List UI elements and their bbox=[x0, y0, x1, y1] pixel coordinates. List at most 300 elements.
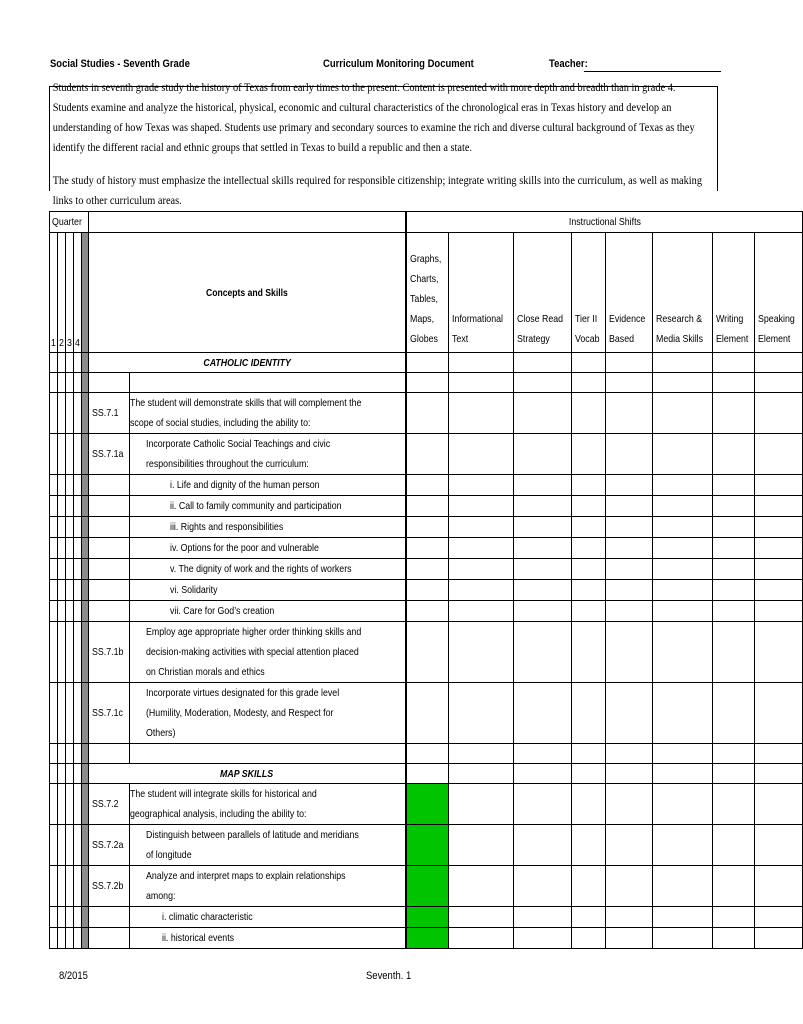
shift-check-cell[interactable] bbox=[755, 825, 803, 866]
quarter-column-4[interactable] bbox=[74, 233, 82, 353]
quarter-check-cell[interactable] bbox=[50, 784, 58, 825]
quarter-check-cell[interactable] bbox=[74, 784, 82, 825]
shift-check-cell[interactable] bbox=[448, 764, 513, 784]
shift-check-cell[interactable] bbox=[755, 393, 803, 434]
shift-check-cell[interactable] bbox=[513, 580, 572, 601]
shift-check-cell[interactable] bbox=[605, 622, 652, 683]
quarter-check-cell[interactable] bbox=[66, 393, 74, 434]
quarter-check-cell[interactable] bbox=[50, 907, 58, 928]
quarter-check-cell[interactable] bbox=[50, 764, 58, 784]
shift-check-cell[interactable] bbox=[605, 434, 652, 475]
shift-check-cell[interactable] bbox=[407, 928, 448, 949]
shift-check-cell[interactable] bbox=[513, 373, 572, 393]
standard-code-cell bbox=[88, 559, 129, 580]
quarter-check-cell[interactable] bbox=[58, 928, 66, 949]
shift-check-cell[interactable] bbox=[712, 538, 755, 559]
shift-check-cell[interactable] bbox=[712, 434, 755, 475]
quarter-column-3[interactable] bbox=[66, 233, 74, 353]
instructional-shifts-label: Instructional Shifts bbox=[568, 216, 641, 228]
standard-description-cell bbox=[129, 517, 405, 538]
quarter-check-cell[interactable] bbox=[58, 353, 66, 373]
column-header-row bbox=[50, 233, 803, 353]
quarter-check-cell[interactable] bbox=[58, 907, 66, 928]
quarter-check-cell[interactable] bbox=[74, 580, 82, 601]
header-spacer bbox=[88, 212, 406, 233]
quarter-check-cell[interactable] bbox=[74, 866, 82, 907]
quarter-check-cell[interactable] bbox=[50, 622, 58, 683]
quarter-check-cell[interactable] bbox=[74, 744, 82, 764]
shift-check-cell[interactable] bbox=[513, 683, 572, 744]
shift-check-cell[interactable] bbox=[572, 517, 605, 538]
shift-check-cell[interactable] bbox=[712, 580, 755, 601]
quarter-check-cell[interactable] bbox=[50, 517, 58, 538]
shift-check-cell[interactable] bbox=[448, 373, 513, 393]
shift-check-cell[interactable] bbox=[448, 907, 513, 928]
shift-check-cell[interactable] bbox=[448, 580, 513, 601]
shift-check-cell[interactable] bbox=[513, 907, 572, 928]
quarter-check-cell[interactable] bbox=[50, 744, 58, 764]
quarter-check-cell[interactable] bbox=[74, 928, 82, 949]
footer-page-number: Seventh. 1 bbox=[366, 970, 412, 982]
shift-check-cell[interactable] bbox=[712, 601, 755, 622]
shift-check-cell[interactable] bbox=[755, 866, 803, 907]
shift-check-cell[interactable] bbox=[652, 907, 712, 928]
standard-description-cell bbox=[129, 825, 405, 866]
quarter-check-cell[interactable] bbox=[58, 538, 66, 559]
description-line: Incorporate Catholic Social Teachings and civic bbox=[145, 438, 331, 450]
section-row bbox=[50, 353, 803, 373]
shift-column-header bbox=[448, 233, 513, 353]
quarter-check-cell[interactable] bbox=[50, 559, 58, 580]
shift-check-cell[interactable] bbox=[605, 928, 652, 949]
quarter-check-cell[interactable] bbox=[58, 373, 66, 393]
quarter-check-cell[interactable] bbox=[74, 496, 82, 517]
shift-check-cell[interactable] bbox=[572, 601, 605, 622]
shift-check-cell[interactable] bbox=[605, 866, 652, 907]
quarter-check-cell[interactable] bbox=[66, 434, 74, 475]
shift-check-cell[interactable] bbox=[712, 825, 755, 866]
shift-check-cell[interactable] bbox=[572, 496, 605, 517]
shift-check-cell[interactable] bbox=[652, 517, 712, 538]
standard-code: SS.7.2a bbox=[91, 839, 124, 851]
standard-code: SS.7.2b bbox=[91, 880, 124, 892]
quarter-check-cell[interactable] bbox=[74, 764, 82, 784]
quarter-check-cell[interactable] bbox=[58, 825, 66, 866]
header-document-title: Curriculum Monitoring Document bbox=[323, 58, 474, 70]
shift-check-cell[interactable] bbox=[712, 764, 755, 784]
shift-check-cell[interactable] bbox=[652, 353, 712, 373]
shift-header-line: Element bbox=[715, 333, 749, 345]
section-row bbox=[50, 764, 803, 784]
shift-check-cell[interactable] bbox=[712, 517, 755, 538]
quarter-check-cell[interactable] bbox=[58, 683, 66, 744]
shift-check-cell[interactable] bbox=[448, 353, 513, 373]
quarter-check-cell[interactable] bbox=[66, 907, 74, 928]
shift-check-cell[interactable] bbox=[605, 683, 652, 744]
shift-check-cell[interactable] bbox=[407, 517, 448, 538]
shift-check-cell[interactable] bbox=[755, 622, 803, 683]
shift-check-cell[interactable] bbox=[755, 580, 803, 601]
description-line: of longitude bbox=[145, 849, 192, 861]
quarter-check-cell[interactable] bbox=[58, 866, 66, 907]
shift-check-cell[interactable] bbox=[712, 373, 755, 393]
shift-check-cell[interactable] bbox=[407, 580, 448, 601]
shift-check-cell[interactable] bbox=[448, 622, 513, 683]
quarter-check-cell[interactable] bbox=[66, 784, 74, 825]
shift-check-cell[interactable] bbox=[407, 434, 448, 475]
shift-check-cell[interactable] bbox=[448, 601, 513, 622]
quarter-check-cell[interactable] bbox=[66, 744, 74, 764]
shift-check-cell[interactable] bbox=[712, 784, 755, 825]
header-subject: Social Studies - Seventh Grade bbox=[50, 58, 190, 70]
shift-check-cell[interactable] bbox=[513, 538, 572, 559]
shift-check-cell[interactable] bbox=[605, 496, 652, 517]
quarter-check-cell[interactable] bbox=[66, 683, 74, 744]
shift-check-cell[interactable] bbox=[712, 475, 755, 496]
teacher-name-line[interactable] bbox=[584, 71, 721, 72]
quarter-check-cell[interactable] bbox=[50, 353, 58, 373]
shift-check-cell[interactable] bbox=[755, 475, 803, 496]
shift-check-cell[interactable] bbox=[448, 784, 513, 825]
shift-check-cell[interactable] bbox=[652, 475, 712, 496]
shift-check-cell[interactable] bbox=[652, 373, 712, 393]
quarter-check-cell[interactable] bbox=[50, 683, 58, 744]
table-row bbox=[50, 683, 803, 744]
shift-check-cell[interactable] bbox=[572, 784, 605, 825]
shift-check-cell[interactable] bbox=[407, 373, 448, 393]
shift-check-cell[interactable] bbox=[448, 538, 513, 559]
quarter-check-cell[interactable] bbox=[66, 353, 74, 373]
quarter-check-cell[interactable] bbox=[74, 353, 82, 373]
shift-check-cell[interactable] bbox=[513, 353, 572, 373]
quarter-check-cell[interactable] bbox=[66, 866, 74, 907]
shift-check-cell[interactable] bbox=[712, 622, 755, 683]
shift-check-cell[interactable] bbox=[605, 517, 652, 538]
shift-check-cell[interactable] bbox=[605, 373, 652, 393]
shift-check-cell[interactable] bbox=[755, 353, 803, 373]
shift-check-cell[interactable] bbox=[448, 393, 513, 434]
shift-check-cell[interactable] bbox=[572, 928, 605, 949]
quarter-check-cell[interactable] bbox=[50, 496, 58, 517]
shift-check-cell[interactable] bbox=[652, 825, 712, 866]
description-line: The student will demonstrate skills that will complement the bbox=[129, 397, 362, 409]
description-line: ii. historical events bbox=[161, 932, 235, 944]
shift-check-cell[interactable] bbox=[513, 744, 572, 764]
shift-check-cell[interactable] bbox=[513, 866, 572, 907]
shift-check-cell[interactable] bbox=[712, 559, 755, 580]
quarter-check-cell[interactable] bbox=[58, 559, 66, 580]
standard-code-cell bbox=[88, 928, 129, 949]
quarter-check-cell[interactable] bbox=[66, 538, 74, 559]
quarter-check-cell[interactable] bbox=[66, 622, 74, 683]
quarter-column-1[interactable] bbox=[50, 233, 58, 353]
quarter-check-cell[interactable] bbox=[66, 373, 74, 393]
shift-check-cell[interactable] bbox=[652, 764, 712, 784]
shift-check-cell[interactable] bbox=[755, 907, 803, 928]
shift-check-cell[interactable] bbox=[755, 784, 803, 825]
shift-check-cell[interactable] bbox=[755, 559, 803, 580]
quarter-number: 3 bbox=[66, 337, 72, 349]
section-heading: CATHOLIC IDENTITY bbox=[203, 356, 291, 369]
shift-check-cell[interactable] bbox=[513, 559, 572, 580]
shift-check-cell[interactable] bbox=[712, 393, 755, 434]
shift-check-cell[interactable] bbox=[652, 744, 712, 764]
shift-check-cell[interactable] bbox=[448, 683, 513, 744]
shift-check-cell[interactable] bbox=[755, 744, 803, 764]
shift-column-header bbox=[605, 233, 652, 353]
quarter-check-cell[interactable] bbox=[58, 601, 66, 622]
shift-check-cell[interactable] bbox=[448, 744, 513, 764]
shift-check-cell[interactable] bbox=[572, 475, 605, 496]
shift-check-cell[interactable] bbox=[652, 866, 712, 907]
shift-header-line: Based bbox=[608, 333, 634, 345]
shift-check-cell[interactable] bbox=[513, 928, 572, 949]
shift-check-cell[interactable] bbox=[652, 434, 712, 475]
shift-check-cell[interactable] bbox=[605, 353, 652, 373]
quarter-check-cell[interactable] bbox=[66, 517, 74, 538]
shift-check-cell[interactable] bbox=[407, 825, 448, 866]
shift-check-cell[interactable] bbox=[572, 907, 605, 928]
shift-check-cell[interactable] bbox=[572, 538, 605, 559]
shift-check-cell[interactable] bbox=[448, 559, 513, 580]
quarter-check-cell[interactable] bbox=[66, 496, 74, 517]
shift-check-cell[interactable] bbox=[572, 434, 605, 475]
shift-check-cell[interactable] bbox=[605, 393, 652, 434]
standard-code-cell bbox=[88, 580, 129, 601]
shift-check-cell[interactable] bbox=[572, 825, 605, 866]
quarter-check-cell[interactable] bbox=[74, 373, 82, 393]
shift-column-header bbox=[755, 233, 803, 353]
quarter-check-cell[interactable] bbox=[74, 559, 82, 580]
table-row bbox=[50, 434, 803, 475]
standard-code-cell bbox=[88, 683, 129, 744]
shift-check-cell[interactable] bbox=[572, 744, 605, 764]
section-heading: MAP SKILLS bbox=[220, 767, 274, 780]
quarter-check-cell[interactable] bbox=[50, 373, 58, 393]
description-line: iv. Options for the poor and vulnerable bbox=[169, 542, 319, 554]
shift-check-cell[interactable] bbox=[652, 784, 712, 825]
quarter-check-cell[interactable] bbox=[74, 517, 82, 538]
table-row bbox=[50, 496, 803, 517]
shift-check-cell[interactable] bbox=[407, 907, 448, 928]
standard-description-cell bbox=[129, 866, 405, 907]
shift-header-line: Element bbox=[758, 333, 791, 345]
quarter-check-cell[interactable] bbox=[50, 866, 58, 907]
description-line: Distinguish between parallels of latitude and meridians bbox=[145, 829, 359, 841]
description-line: i. climatic characteristic bbox=[161, 911, 253, 923]
standard-description-cell bbox=[129, 744, 405, 764]
shift-check-cell[interactable] bbox=[755, 434, 803, 475]
shift-check-cell[interactable] bbox=[448, 928, 513, 949]
shift-check-cell[interactable] bbox=[605, 538, 652, 559]
quarter-check-cell[interactable] bbox=[50, 393, 58, 434]
quarter-check-cell[interactable] bbox=[66, 764, 74, 784]
shift-check-cell[interactable] bbox=[407, 353, 448, 373]
table-row bbox=[50, 538, 803, 559]
shift-check-cell[interactable] bbox=[407, 496, 448, 517]
shift-check-cell[interactable] bbox=[572, 622, 605, 683]
shift-check-cell[interactable] bbox=[513, 764, 572, 784]
quarter-check-cell[interactable] bbox=[50, 580, 58, 601]
quarter-check-cell[interactable] bbox=[74, 683, 82, 744]
shift-check-cell[interactable] bbox=[652, 496, 712, 517]
shift-check-cell[interactable] bbox=[605, 744, 652, 764]
section-heading-cell bbox=[88, 764, 406, 784]
quarter-check-cell[interactable] bbox=[58, 744, 66, 764]
description-paragraph-2: The study of history must emphasize the intellectual skills required for responsible citizenship; integrate writing skills into the curriculum, as well as making links to other curriculum areas. bbox=[52, 175, 703, 207]
shift-check-cell[interactable] bbox=[712, 683, 755, 744]
quarter-check-cell[interactable] bbox=[74, 538, 82, 559]
shift-check-cell[interactable] bbox=[605, 601, 652, 622]
shift-check-cell[interactable] bbox=[712, 866, 755, 907]
shift-check-cell[interactable] bbox=[572, 393, 605, 434]
shift-check-cell[interactable] bbox=[572, 683, 605, 744]
shift-check-cell[interactable] bbox=[755, 517, 803, 538]
shift-check-cell[interactable] bbox=[652, 683, 712, 744]
shift-check-cell[interactable] bbox=[448, 866, 513, 907]
quarter-check-cell[interactable] bbox=[74, 907, 82, 928]
shift-check-cell[interactable] bbox=[652, 580, 712, 601]
shift-check-cell[interactable] bbox=[712, 744, 755, 764]
shift-check-cell[interactable] bbox=[652, 601, 712, 622]
shift-check-cell[interactable] bbox=[407, 683, 448, 744]
shift-check-cell[interactable] bbox=[755, 496, 803, 517]
quarter-check-cell[interactable] bbox=[50, 601, 58, 622]
shift-check-cell[interactable] bbox=[652, 393, 712, 434]
shift-check-cell[interactable] bbox=[605, 764, 652, 784]
quarter-check-cell[interactable] bbox=[74, 622, 82, 683]
shift-check-cell[interactable] bbox=[755, 928, 803, 949]
shift-check-cell[interactable] bbox=[407, 744, 448, 764]
quarter-check-cell[interactable] bbox=[58, 580, 66, 601]
description-line: i. Life and dignity of the human person bbox=[169, 479, 320, 491]
quarter-check-cell[interactable] bbox=[66, 559, 74, 580]
shift-check-cell[interactable] bbox=[407, 601, 448, 622]
quarter-check-cell[interactable] bbox=[50, 434, 58, 475]
quarter-check-cell[interactable] bbox=[58, 434, 66, 475]
shift-check-cell[interactable] bbox=[572, 353, 605, 373]
quarter-check-cell[interactable] bbox=[50, 928, 58, 949]
curriculum-table bbox=[49, 211, 803, 949]
quarter-check-cell[interactable] bbox=[50, 538, 58, 559]
quarter-check-cell[interactable] bbox=[58, 764, 66, 784]
shift-check-cell[interactable] bbox=[572, 559, 605, 580]
quarter-check-cell[interactable] bbox=[50, 825, 58, 866]
shift-check-cell[interactable] bbox=[513, 622, 572, 683]
shift-check-cell[interactable] bbox=[448, 434, 513, 475]
standard-code: SS.7.1a bbox=[91, 448, 124, 460]
quarter-column-2[interactable] bbox=[58, 233, 66, 353]
quarter-check-cell[interactable] bbox=[50, 475, 58, 496]
shift-check-cell[interactable] bbox=[448, 475, 513, 496]
quarter-check-cell[interactable] bbox=[58, 622, 66, 683]
shift-check-cell[interactable] bbox=[513, 784, 572, 825]
quarter-number: 1 bbox=[50, 337, 56, 349]
quarter-check-cell[interactable] bbox=[74, 825, 82, 866]
shift-check-cell[interactable] bbox=[605, 559, 652, 580]
shift-header-line: Vocab bbox=[575, 333, 600, 345]
shift-check-cell[interactable] bbox=[448, 517, 513, 538]
description-line: v. The dignity of work and the rights of workers bbox=[169, 563, 352, 575]
shift-check-cell[interactable] bbox=[605, 825, 652, 866]
quarter-check-cell[interactable] bbox=[66, 928, 74, 949]
quarter-check-cell[interactable] bbox=[66, 825, 74, 866]
shift-check-cell[interactable] bbox=[572, 580, 605, 601]
shift-check-cell[interactable] bbox=[513, 475, 572, 496]
standard-code-cell bbox=[88, 393, 129, 434]
course-description bbox=[49, 82, 718, 207]
shift-check-cell[interactable] bbox=[712, 928, 755, 949]
shift-check-cell[interactable] bbox=[407, 393, 448, 434]
shift-check-cell[interactable] bbox=[712, 353, 755, 373]
shift-check-cell[interactable] bbox=[605, 907, 652, 928]
quarter-check-cell[interactable] bbox=[74, 434, 82, 475]
shift-check-cell[interactable] bbox=[572, 866, 605, 907]
shift-check-cell[interactable] bbox=[755, 601, 803, 622]
standard-description-cell bbox=[129, 559, 405, 580]
shift-check-cell[interactable] bbox=[755, 538, 803, 559]
shift-check-cell[interactable] bbox=[712, 496, 755, 517]
shift-check-cell[interactable] bbox=[755, 683, 803, 744]
quarter-check-cell[interactable] bbox=[58, 475, 66, 496]
standard-description-cell bbox=[129, 622, 405, 683]
standard-code-cell bbox=[88, 784, 129, 825]
shift-check-cell[interactable] bbox=[652, 622, 712, 683]
shift-check-cell[interactable] bbox=[407, 866, 448, 907]
shift-check-cell[interactable] bbox=[407, 764, 448, 784]
quarter-check-cell[interactable] bbox=[58, 517, 66, 538]
shift-check-cell[interactable] bbox=[407, 538, 448, 559]
quarter-check-cell[interactable] bbox=[58, 393, 66, 434]
shift-check-cell[interactable] bbox=[605, 580, 652, 601]
shift-check-cell[interactable] bbox=[605, 784, 652, 825]
description-line: Incorporate virtues designated for this grade level bbox=[145, 687, 340, 699]
quarter-check-cell[interactable] bbox=[58, 784, 66, 825]
shift-check-cell[interactable] bbox=[407, 475, 448, 496]
quarter-check-cell[interactable] bbox=[74, 601, 82, 622]
shift-check-cell[interactable] bbox=[513, 496, 572, 517]
shift-check-cell[interactable] bbox=[407, 622, 448, 683]
shift-check-cell[interactable] bbox=[652, 538, 712, 559]
quarter-check-cell[interactable] bbox=[66, 580, 74, 601]
shift-check-cell[interactable] bbox=[513, 517, 572, 538]
table-row bbox=[50, 517, 803, 538]
shift-check-cell[interactable] bbox=[572, 373, 605, 393]
quarter-check-cell[interactable] bbox=[66, 475, 74, 496]
standard-description-cell bbox=[129, 434, 405, 475]
quarter-check-cell[interactable] bbox=[74, 393, 82, 434]
quarter-check-cell[interactable] bbox=[74, 475, 82, 496]
shift-check-cell[interactable] bbox=[572, 764, 605, 784]
shift-check-cell[interactable] bbox=[605, 475, 652, 496]
shift-check-cell[interactable] bbox=[513, 601, 572, 622]
shift-check-cell[interactable] bbox=[755, 764, 803, 784]
shift-check-cell[interactable] bbox=[652, 928, 712, 949]
shift-check-cell[interactable] bbox=[407, 784, 448, 825]
standard-code-cell bbox=[88, 517, 129, 538]
shift-check-cell[interactable] bbox=[448, 825, 513, 866]
shift-check-cell[interactable] bbox=[513, 434, 572, 475]
shift-check-cell[interactable] bbox=[448, 496, 513, 517]
quarter-check-cell[interactable] bbox=[66, 601, 74, 622]
shift-check-cell[interactable] bbox=[513, 825, 572, 866]
shift-check-cell[interactable] bbox=[407, 559, 448, 580]
shift-check-cell[interactable] bbox=[652, 559, 712, 580]
shift-check-cell[interactable] bbox=[755, 373, 803, 393]
quarter-check-cell[interactable] bbox=[58, 496, 66, 517]
shift-check-cell[interactable] bbox=[513, 393, 572, 434]
shift-check-cell[interactable] bbox=[712, 907, 755, 928]
